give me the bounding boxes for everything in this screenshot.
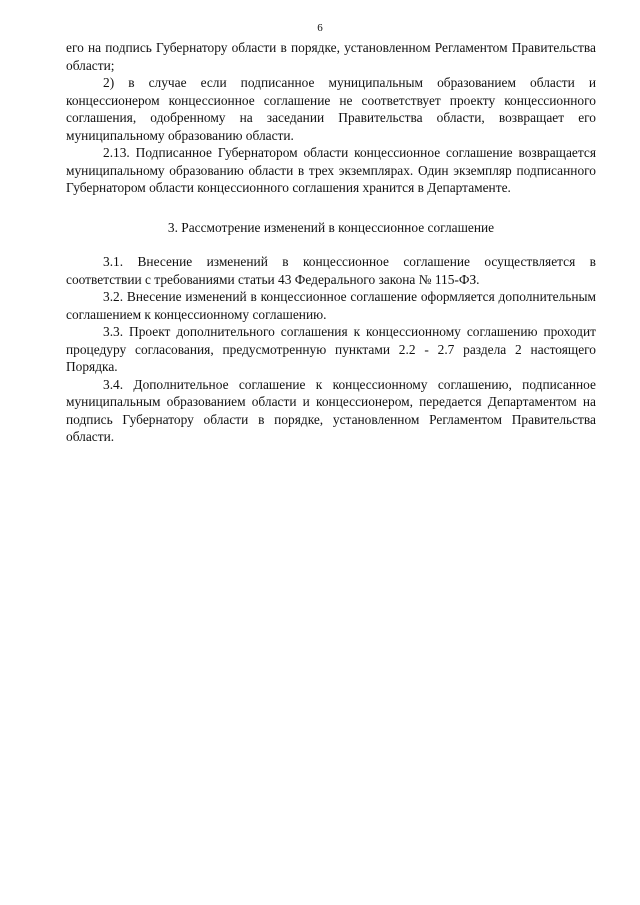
- spacer: [66, 236, 596, 253]
- paragraph-item-2: 2) в случае если подписанное муниципальным образованием области и концессионером концессионное соглашение не соответствует проекту концессионного соглашения, одобренному на заседании Правительства области, возвращает его муниципальному образованию области.: [66, 75, 596, 143]
- paragraph-3-3: 3.3. Проект дополнительного соглашения к концессионному соглашению проходит процедуру согласования, предусмотренную пунктами 2.2 - 2.7 раздела 2 настоящего Порядка.: [66, 324, 596, 374]
- paragraph-continuation: его на подпись Губернатору области в порядке, установленном Регламентом Правительства области;: [66, 40, 596, 73]
- spacer: [66, 197, 596, 219]
- paragraph-3-4: 3.4. Дополнительное соглашение к концессионному соглашению, подписанное муниципальным образованием области и концессионером, передается Департаментом на подпись Губернатору области в порядке, установленном Регламентом Правительства области.: [66, 376, 596, 444]
- paragraph-3-1: 3.1. Внесение изменений в концессионное соглашение осуществляется в соответствии с требованиями статьи 43 Федерального закона № 115-ФЗ.: [66, 254, 596, 287]
- page-number: 6: [317, 22, 323, 34]
- paragraph-3-2: 3.2. Внесение изменений в концессионное соглашение оформляется дополнительным соглашением к концессионному соглашению.: [66, 289, 596, 322]
- paragraph-2-13: 2.13. Подписанное Губернатором области концессионное соглашение возвращается муниципальному образованию области в трех экземплярах. Один экземпляр подписанного Губернатором области концессионного соглашения хранится в Департаменте.: [66, 145, 596, 195]
- document-body: [66, 39, 596, 446]
- section-heading: 3. Рассмотрение изменений в концессионное соглашение: [167, 219, 495, 235]
